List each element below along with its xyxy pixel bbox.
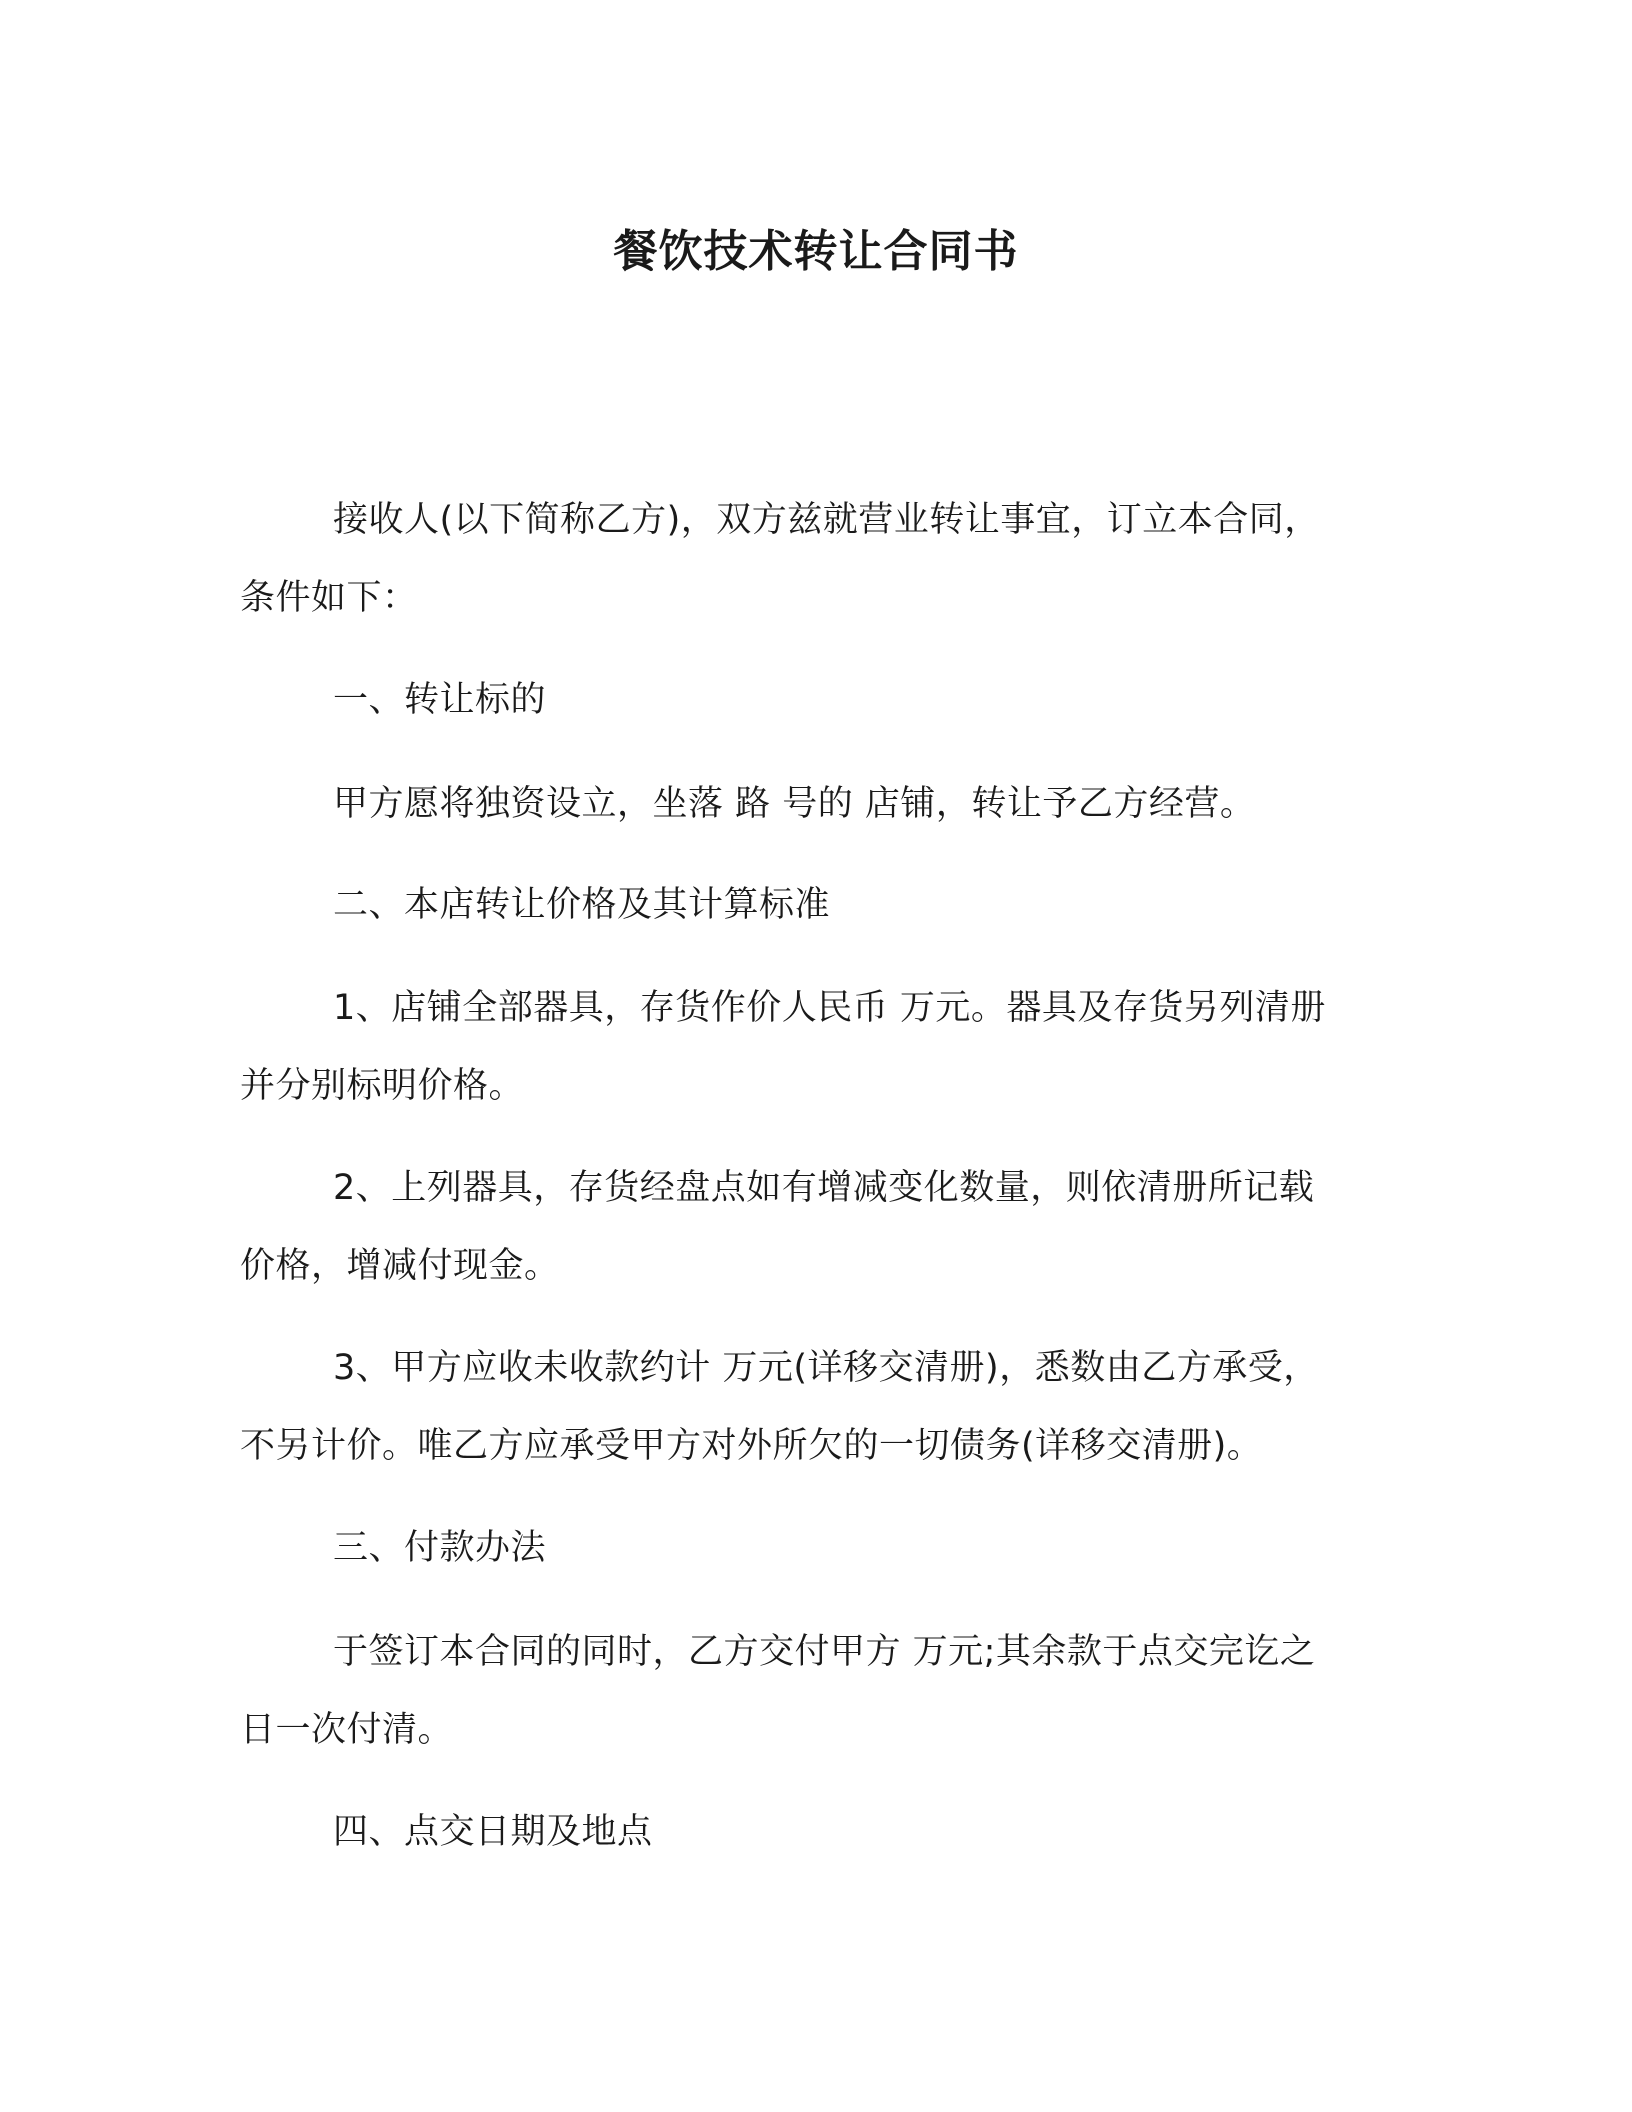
document-title: 餐饮技术转让合同书 — [613, 226, 1019, 277]
section-2-heading: 二、本店转让价格及其计算标准 — [333, 885, 831, 925]
section-4-heading: 四、点交日期及地点 — [333, 1812, 653, 1852]
clause-2-3-line-1: 3、甲方应收未收款约计 万元(详移交清册)，悉数由乙方承受， — [333, 1348, 1319, 1388]
clause-2-2-line-2: 价格，增减付现金。 — [240, 1246, 560, 1286]
section-1-heading: 一、转让标的 — [333, 680, 547, 720]
section-1-text: 甲方愿将独资设立，坐落 路 号的 店铺，转让予乙方经营。 — [333, 784, 1256, 824]
intro-line-2: 条件如下： — [240, 578, 418, 618]
clause-2-1-line-2: 并分别标明价格。 — [240, 1066, 525, 1106]
section-3-heading: 三、付款办法 — [333, 1528, 547, 1568]
clause-2-1-line-1: 1、店铺全部器具，存货作价人民币 万元。器具及存货另列清册 — [333, 988, 1326, 1028]
clause-2-2-line-1: 2、上列器具，存货经盘点如有增减变化数量，则依清册所记载 — [333, 1168, 1315, 1208]
clause-2-3-line-2: 不另计价。唯乙方应承受甲方对外所欠的一切债务(详移交清册)。 — [240, 1426, 1263, 1466]
section-3-text-line-1: 于签订本合同的同时，乙方交付甲方 万元;其余款于点交完讫之 — [333, 1632, 1316, 1672]
section-3-text-line-2: 日一次付清。 — [240, 1710, 454, 1750]
intro-line-1: 接收人(以下简称乙方)，双方兹就营业转让事宜，订立本合同， — [333, 500, 1320, 540]
